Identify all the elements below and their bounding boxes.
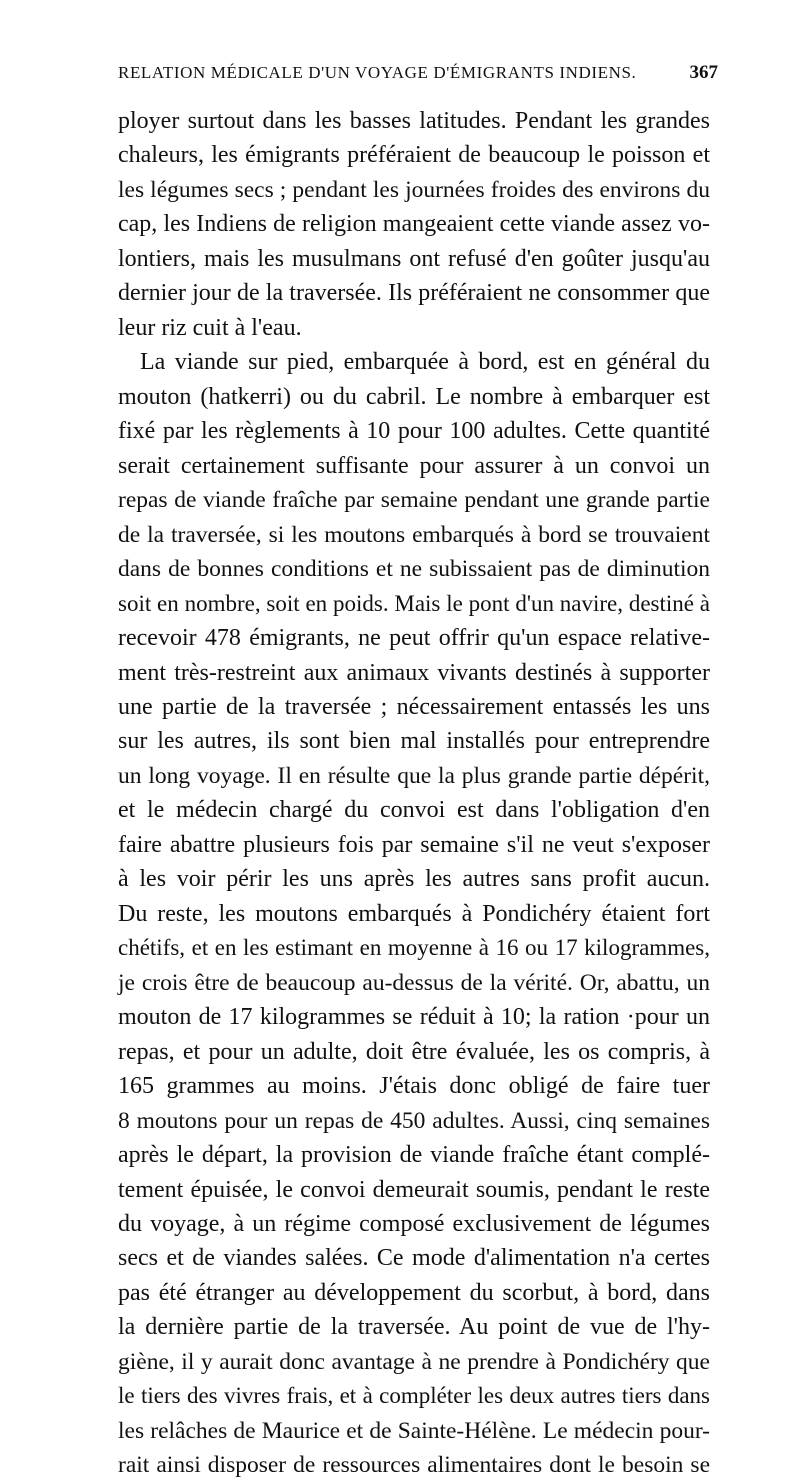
text-line: La viande sur pied, embarquée à bord, est en général du xyxy=(140,349,710,376)
text-line: 8 moutons pour un repas de 450 adultes. Aussi, cinq semaines xyxy=(118,1107,710,1134)
text-line: leur riz cuit à l'eau. xyxy=(118,314,302,341)
text-line: mouton (hatkerri) ou du cabril. Le nombre à embarquer est xyxy=(118,383,710,410)
text-line: serait certainement suffisante pour assurer à un convoi un xyxy=(118,452,710,479)
running-title: RELATION MÉDICALE D'UN VOYAGE D'ÉMIGRANTS INDIENS. xyxy=(118,63,637,82)
text-line: le tiers des vivres frais, et à compléter les deux autres tiers dans xyxy=(118,1383,710,1409)
text-line: chaleurs, les émigrants préféraient de beaucoup le poisson et xyxy=(118,142,710,169)
text-line: les relâches de Maurice et de Sainte-Hélène. Le médecin pour- xyxy=(118,1417,710,1444)
text-line: repas, et pour un adulte, doit être évaluée, les os compris, à xyxy=(118,1038,710,1065)
text-line: à les voir périr les uns après les autres sans profit aucun. xyxy=(118,866,710,893)
text-line: lontiers, mais les musulmans ont refusé d'en goûter jusqu'au xyxy=(118,245,710,272)
text-line: soit en nombre, soit en poids. Mais le pont d'un navire, destiné à xyxy=(118,590,710,616)
text-line: une partie de la traversée ; nécessairement entassés les uns xyxy=(118,693,710,720)
text-line: recevoir 478 émigrants, ne peut offrir qu'un espace relative- xyxy=(118,625,710,652)
text-line: dans de bonnes conditions et ne subissaient pas de diminution xyxy=(118,556,710,583)
text-line: secs et de viandes salées. Ce mode d'alimentation n'a certes xyxy=(118,1245,710,1272)
text-line: chétifs, et en les estimant en moyenne à 16 ou 17 kilogrammes, xyxy=(118,935,710,961)
text-line: dernier jour de la traversée. Ils préféraient ne consommer que xyxy=(118,280,710,307)
text-line: ployer surtout dans les basses latitudes. Pendant les grandes xyxy=(118,108,710,134)
text-line: les légumes secs ; pendant les journées froides des environs du xyxy=(118,176,710,203)
text-line: cap, les Indiens de religion mangeaient cette viande assez vo- xyxy=(118,211,710,238)
body-text xyxy=(118,104,710,1483)
text-line: mouton de 17 kilogrammes se réduit à 10; la ration ·pour un xyxy=(118,1004,710,1031)
text-line: repas de viande fraîche par semaine pendant une grande partie xyxy=(118,487,710,514)
text-line: fixé par les règlements à 10 pour 100 adultes. Cette quantité xyxy=(118,418,710,445)
text-line: du voyage, à un régime composé exclusivement de légumes xyxy=(118,1211,710,1237)
page-number: 367 xyxy=(689,62,718,83)
text-line: un long voyage. Il en résulte que la plus grande partie dépérit, xyxy=(118,762,710,789)
text-line: de la traversée, si les moutons embarqués à bord se trouvaient xyxy=(118,521,710,548)
text-line: Du reste, les moutons embarqués à Pondichéry étaient fort xyxy=(118,900,710,927)
text-line: rait ainsi disposer de ressources alimentaires dont le besoin se xyxy=(118,1452,710,1479)
text-line: tement épuisée, le convoi demeurait soumis, pendant le reste xyxy=(118,1176,710,1203)
text-line: je crois être de beaucoup au-dessus de la vérité. Or, abattu, un xyxy=(118,969,710,996)
text-line: et le médecin chargé du convoi est dans l'obligation d'en xyxy=(118,797,710,824)
text-line: pas été étranger au développement du scorbut, à bord, dans xyxy=(118,1279,710,1306)
text-line: ment très-restreint aux animaux vivants destinés à supporter xyxy=(118,659,710,686)
text-line: 165 grammes au moins. J'étais donc obligé de faire tuer xyxy=(118,1073,710,1100)
text-line: après le départ, la provision de viande fraîche étant complé- xyxy=(118,1142,710,1169)
text-line: faire abattre plusieurs fois par semaine s'il ne veut s'exposer xyxy=(118,831,710,858)
running-head xyxy=(118,62,718,92)
text-line: la dernière partie de la traversée. Au point de vue de l'hy- xyxy=(118,1314,710,1341)
text-line: sur les autres, ils sont bien mal installés pour entreprendre xyxy=(118,728,710,755)
text-line: giène, il y aurait donc avantage à ne prendre à Pondichéry que xyxy=(118,1348,710,1375)
